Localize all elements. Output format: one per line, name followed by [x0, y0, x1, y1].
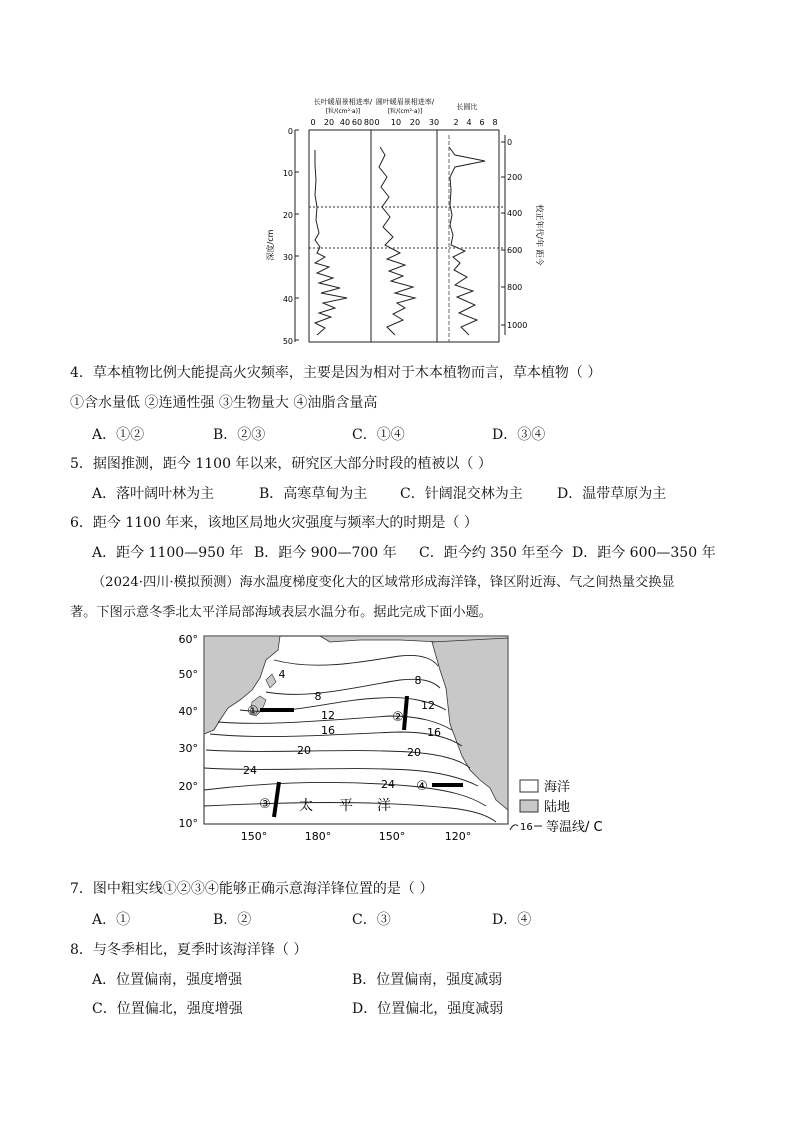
- depth-tick: 10: [282, 169, 293, 178]
- lon-label: 120°: [444, 830, 472, 843]
- q5-stem: 5．据图推测，距今 1100 年以来，研究区大部分时段的植被以（ ）: [70, 456, 492, 472]
- q7-option-d[interactable]: D．④: [492, 912, 532, 928]
- q4-choices: ①含水量低 ②连通性强 ③生物量大 ④油脂含量高: [70, 395, 378, 411]
- q8-option-c[interactable]: C．位置偏北，强度增强: [92, 1001, 243, 1017]
- sst-map: [170, 630, 630, 850]
- marker-3: ③: [259, 797, 271, 812]
- isotherm-label: 16: [427, 726, 441, 739]
- legend-ocean: 海洋: [544, 780, 571, 795]
- ocean-char: 洋: [377, 798, 391, 814]
- lat-label: 10°: [178, 817, 198, 830]
- q5-option-c[interactable]: C．针阔混交林为主: [400, 486, 523, 502]
- isotherm-label: 16: [321, 724, 335, 737]
- intro-line-1: （2024·四川·模拟预测）海水温度梯度变化大的区域常形成海洋锋，锋区附近海、气之间热量交换显: [92, 575, 675, 590]
- legend-land: 陆地: [544, 800, 571, 815]
- depth-tick: 20: [282, 211, 293, 220]
- header-1-unit: [粒/(cm²·a)]: [325, 108, 361, 115]
- legend-ocean-swatch: [520, 780, 538, 792]
- isotherm-label: 24: [381, 778, 395, 791]
- q6-option-c[interactable]: C．距今约 350 年至今: [419, 545, 564, 561]
- q4-option-a[interactable]: A．①②: [92, 427, 145, 443]
- ocean-char: 平: [339, 798, 353, 814]
- q6-option-d[interactable]: D．距今 600—350 年: [572, 545, 716, 561]
- top-tick: 40: [339, 118, 351, 127]
- isotherm-label: 8: [314, 690, 322, 703]
- isotherm-label: 12: [421, 699, 435, 712]
- marker-1: ①: [247, 704, 259, 719]
- depth-label: 深度/cm: [266, 229, 275, 261]
- lat-label: 40°: [178, 705, 198, 718]
- depth-tick: 30: [282, 253, 293, 262]
- isotherm-label: 24: [243, 764, 257, 777]
- lat-label: 20°: [178, 780, 198, 793]
- q7-option-a[interactable]: A．①: [92, 912, 131, 928]
- pollen-chart: [255, 95, 545, 350]
- depth-tick: 40: [282, 295, 293, 304]
- figure-pollen-record: [255, 95, 545, 350]
- lon-label: 150°: [240, 830, 268, 843]
- q4-stem: 4．草本植物比例大能提高火灾频率，主要是因为相对于木本植物而言，草本植物（ ）: [70, 365, 602, 381]
- q8-option-a[interactable]: A．位置偏南，强度增强: [92, 972, 243, 988]
- top-tick: 6: [479, 118, 485, 127]
- top-tick: 30: [428, 118, 440, 127]
- top-tick: 0: [374, 118, 380, 127]
- top-tick: 8: [492, 118, 498, 127]
- ocean-char: 太: [299, 798, 313, 814]
- q7-option-b[interactable]: B．②: [213, 912, 252, 928]
- lat-label: 60°: [178, 633, 198, 646]
- age-tick: 600: [507, 246, 523, 255]
- top-tick: 60: [351, 118, 363, 127]
- q5-option-d[interactable]: D．温带草原为主: [557, 486, 667, 502]
- lat-label: 30°: [178, 742, 198, 755]
- q8-option-b[interactable]: B．位置偏南，强度减弱: [352, 972, 503, 988]
- depth-tick: 0: [287, 127, 293, 136]
- legend-isotherm-sample: 16: [520, 822, 533, 833]
- header-3: 长圆比: [456, 103, 478, 111]
- intro-line-2: 著。下图示意冬季北太平洋局部海域表层水温分布。据此完成下面小题。: [70, 605, 492, 620]
- lat-label: 50°: [178, 668, 198, 681]
- top-tick: 10: [390, 118, 402, 127]
- isotherm-label: 4: [278, 668, 286, 681]
- header-2: 圆叶暖眉景相进率/: [375, 98, 435, 106]
- header-2-unit: [粒/(cm²·a)]: [387, 108, 423, 115]
- top-tick: 20: [409, 118, 421, 127]
- age-tick: 800: [507, 283, 523, 292]
- isotherm-label: 12: [321, 709, 335, 722]
- age-tick: 200: [507, 173, 523, 182]
- top-tick: 2: [453, 118, 459, 127]
- age-tick: 1000: [507, 321, 528, 330]
- top-tick: 4: [466, 118, 472, 127]
- top-tick: 0: [310, 118, 316, 127]
- legend-land-swatch: [520, 800, 538, 812]
- top-tick: 20: [323, 118, 335, 127]
- q6-stem: 6．距今 1100 年来，该地区局地火灾强度与频率大的时期是（ ）: [70, 515, 478, 531]
- q4-option-b[interactable]: B．②③: [213, 427, 266, 443]
- isotherm-label: 20: [407, 746, 421, 759]
- q5-option-b[interactable]: B．高寒草甸为主: [259, 486, 368, 502]
- q7-stem: 7．图中粗实线①②③④能够正确示意海洋锋位置的是（ ）: [70, 881, 434, 897]
- q5-option-a[interactable]: A．落叶阔叶林为主: [92, 486, 215, 502]
- q8-option-d[interactable]: D．位置偏北，强度减弱: [352, 1001, 504, 1017]
- depth-tick: 50: [282, 337, 293, 346]
- marker-2: ②: [392, 710, 404, 725]
- q4-option-d[interactable]: D．③④: [492, 427, 546, 443]
- age-tick: 400: [507, 209, 523, 218]
- q6-option-a[interactable]: A．距今 1100—950 年: [92, 545, 244, 561]
- q4-option-c[interactable]: C．①④: [352, 427, 405, 443]
- legend-isotherm: 等温线/ C: [546, 820, 603, 835]
- q7-option-c[interactable]: C．③: [352, 912, 391, 928]
- lon-label: 150°: [378, 830, 406, 843]
- marker-4: ④: [416, 779, 428, 794]
- age-label: 校正年代/年 距今: [535, 204, 544, 266]
- lon-label: 180°: [304, 830, 332, 843]
- q6-option-b[interactable]: B．距今 900—700 年: [254, 545, 397, 561]
- header-1: 长叶暖眉景相进率/: [313, 98, 373, 106]
- isotherm-label: 20: [297, 744, 311, 757]
- isotherm-label: 8: [414, 674, 422, 687]
- top-tick: 80: [363, 118, 375, 127]
- age-tick: 0: [507, 138, 513, 147]
- figure-pacific-map: [170, 630, 630, 850]
- q8-stem: 8．与冬季相比，夏季时该海洋锋（ ）: [70, 942, 308, 958]
